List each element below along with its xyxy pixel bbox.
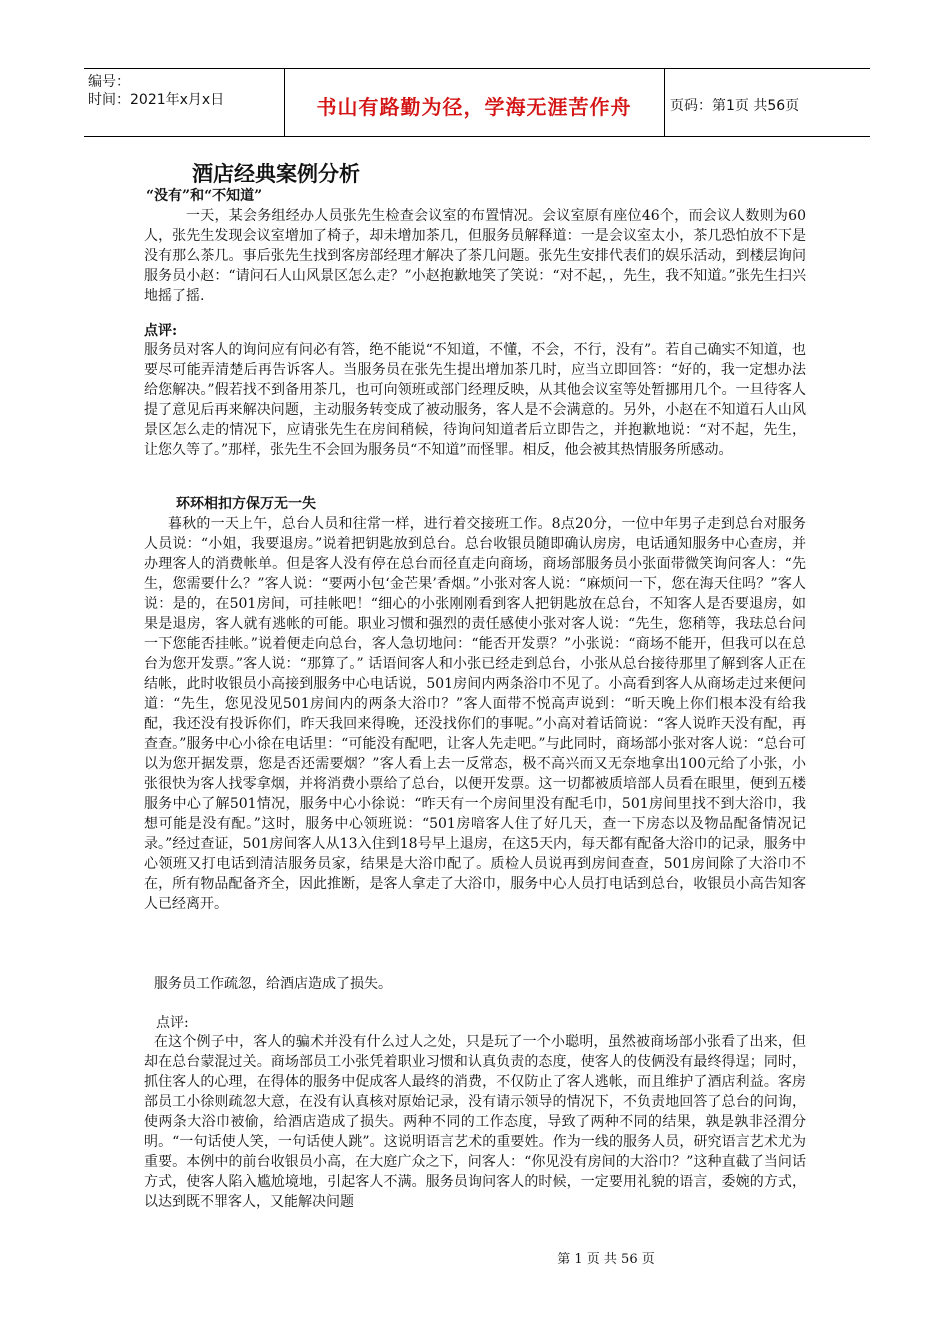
comment2-text: 在这个例子中，客人的骗术并没有什么过人之处，只是玩了一个小聪明，虽然被商场部小张看了出来，但却在总台蒙混过关。商场部员工小张凭着职业习惯和认真负责的态度，使客人的伎俩没有最终得逞；同时，抓住客人的心理，在得体的服务中促成客人最终的消费，不仅防止了客人逃帐，而且维护了酒店利益。客房部员工小徐则疏忽大意，在没有认真核对原始记录，没有请示领导的情况下，不负责地回答了总台的问询，使两条大浴巾被偷，给酒店造成了损失。两种不同的工作态度，导致了两种不同的结果，孰是孰非泾渭分明。“一句话使人笑，一句话使人跳”。这说明语言艺术的重要姓。作为一线的服务人员，研究语言艺术尤为重要。本例中的前台收银员小高，在大庭广众之下，问客人：“你见没有房间的大浴巾？”这种直截了当问话方式，使客人陷入尴尬境地，引起客人不满。服务员询问客人的时候，一定要用礼貌的语言，委婉的方式，以达到既不罪客人，又能解决问题 (144, 1034, 806, 1210)
time-label: 时间：2021年x月x日 (88, 92, 225, 108)
comment1-text: 服务员对客人的询问应有问必有答，绝不能说“不知道，不懂，不会，不行，没有”。若自己确实不知道，也要尽可能弄清楚后再告诉客人。当服务员在张先生提出增加茶几时，应当立即回答：“好的，我一定想办法给您解决。”假若找不到备用茶几，也可向领班或部门经理反映，从其他会议室等处暂挪用几个。一旦待客人提了意见后再来解决问题，主动服务转变成了被动服务，客人是不会满意的。另外，小赵在不知道石人山风景区怎么走的情况下，应请张先生在房间稍候，待询问知道者后立即告之，并抱歉地说：“对不起，先生，让您久等了。”那样，张先生不会回为服务员“不知道”而怪罪。相反，他会被其热情服务所感动。 (144, 342, 806, 458)
comment1-paragraph (144, 340, 806, 460)
case2-heading: 环环相扣方保万无一失 (176, 496, 316, 512)
header-table (84, 68, 870, 137)
header-motto-cell (284, 69, 665, 136)
case1-text: 一天，某会务组经办人员张先生检查会议室的布置情况。会议室原有座位46个，而会议人数则为60人，张先生发现会议室增加了椅子，却未增加茶几，但服务员解释道：一是会议室太小，茶几恐怕放不下是没有那么茶几。事后张先生找到客房部经理才解决了茶几问题。张先生安排代表们的娱乐活动，到楼层询问服务员小赵：“请问石人山风景区怎么走？”小赵抱歉地笑了笑说：“对不起，，先生，我不知道。”张先生扫兴地摇了摇. (144, 208, 806, 304)
comment2-paragraph (144, 1032, 806, 1212)
case2-paragraph (144, 514, 806, 914)
comment1-heading: 点评: (144, 323, 178, 339)
case2-text: 暮秋的一天上午，总台人员和往常一样，进行着交接班工作。8点20分，一位中年男子走到总台对服务人员说：“小姐，我要退房。”说着把钥匙放到总台。总台收银员随即确认房房，电话通知服务中心查房，并办理客人的消费帐单。但是客人没有停在总台而径直走向商场，商场部服务员小张面带微笑询问客人：“先生，您需要什么？”客人说：“要两小包‘金芒果’香烟。”小张对客人说：“麻烦问一下，您在海天住吗？”客人说：是的，在501房间，可挂帐吧！“细心的小张刚刚看到客人把钥匙放在总台，不知客人是否要退房，如果是退房，客人就有逃帐的可能。职业习惯和强烈的责任感使小张对客人说：“先生，您稍等，我珐总台问一下您能否挂帐。”说着便走向总台，客人急切地问：“能否开发票？”小张说：“商场不能开，但我可以在总台为您开发票。”客人说：“那算了。” 话语间客人和小张已经走到总台，小张从总台接待那里了解到客人正在结帐，此时收银员小高接到服务中心电话说，501房间内两条浴巾不见了。小高看到客人从商场走过来便问道：“先生，您见没见501房间内的两条大浴巾？”客人面带不悦高声说到：“昕天晚上你们根本没有给我配，我还没有投诉你们，昨天我回来得晚，还没找你们的事呢。”小高对着话筒说：“客人说昨天没有配，再查查。”服务中心小徐在电话里：“可能没有配吧，让客人先走吧。”与此同时，商场部小张对客人说：“总台可以为您开据发票，您是否还需要烟？”客人看上去一反常态，极不高兴而又无奈地拿出100元给了小张，小张很快为客人找零拿烟，并将消费小票给了总台，以便开发票。这一切都被质培部人员看在眼里，便到五楼服务中心了解501情况，服务中心小徐说：“昨天有一个房间里没有配毛巾，501房间里找不到大浴巾，我想可能是没有配。”这时，服务中心领班说：“501房喑客人住了好几天，查一下房态以及物品配备情况记录。”经过查证，501房间客人从13入住到18号早上退房，在这5天内，每天都有配备大浴巾的记录，服务中心领班又打电话到清洁服务员家，结果是大浴巾配了。质检人员说再到房间查查，501房间除了大浴巾不在，所有物品配备齐全，因此推断，是客人拿走了大浴巾，服务中心人员打电话到总台，收银员小高告知客人已经离开。 (144, 516, 806, 912)
case2-summary (144, 974, 806, 994)
case1-subtitle: “没有”和“不知道” (146, 188, 263, 204)
case1-paragraph (144, 206, 806, 306)
number-label: 编号： (88, 74, 130, 90)
header-motto: 书山有路勤为径，学海无涯苦作舟 (316, 95, 632, 119)
case2-summary-text: 服务员工作疏忽，给酒店造成了损失。 (154, 976, 392, 992)
document-title: 酒店经典案例分析 (192, 161, 360, 186)
page-info: 页码：第1页 共56页 (670, 98, 800, 114)
footer-page-number: 第 1 页 共 56 页 (557, 1252, 655, 1267)
comment2-heading: 点评: (156, 1015, 189, 1031)
header-meta-cell (84, 69, 285, 136)
page-footer (0, 1248, 950, 1267)
